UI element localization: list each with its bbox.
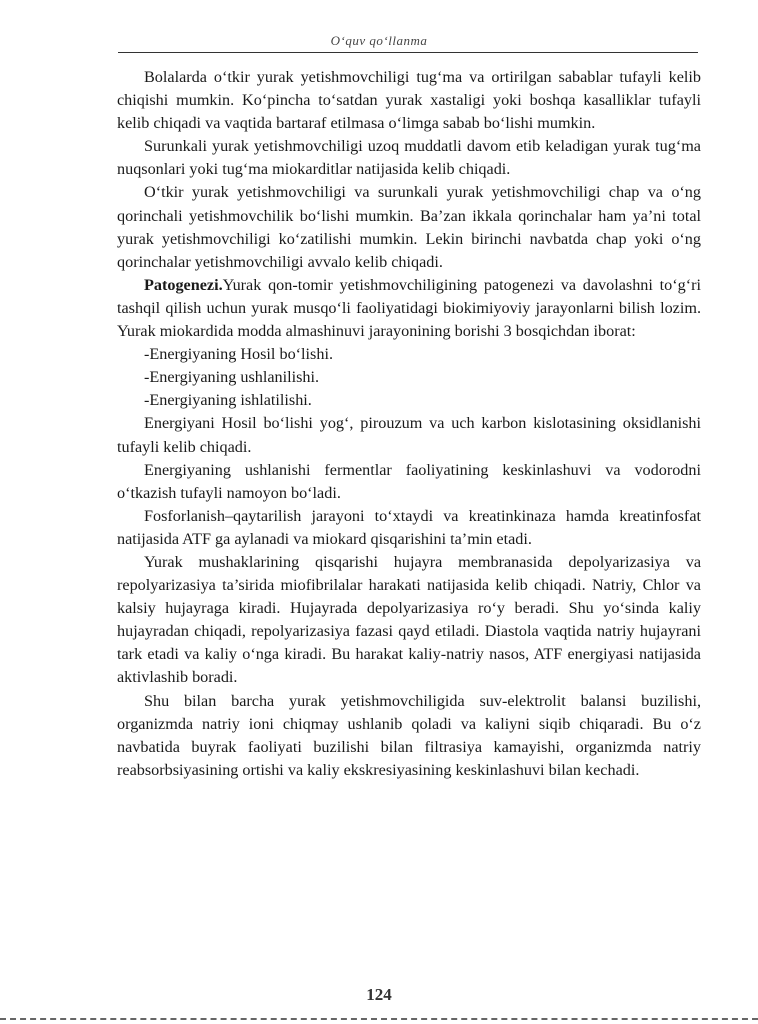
pathogenesis-paragraph: [117, 274, 701, 343]
header-rule: [118, 52, 698, 53]
page-body: [117, 66, 701, 782]
paragraph: Energiyaning ushlanishi fermentlar faoliyatining keskinlashuvi va vodorodni o‘tkazish tufayli namoyon bo‘ladi.: [117, 460, 701, 502]
page-number: 124: [366, 985, 392, 1004]
paragraph: Energiyani Hosil bo‘lishi yog‘, pirouzum va uch karbon kislotasining oksidlanishi tufayli kelib chiqadi.: [117, 414, 701, 456]
paragraph: Bolalarda o‘tkir yurak yetishmovchiligi tug‘ma va ortirilgan sabablar tufayli kelib chiqishi mumkin. Ko‘pincha to‘satdan yurak xastaligi yoki boshqa kasalliklar tufayli kelib chiqadi va vaqtida bartaraf etilmasa o‘limga sabab bo‘lishi mumkin.: [117, 68, 701, 133]
paragraph: Surunkali yurak yetishmovchiligi uzoq muddatli davom etib keladigan yurak tug‘ma nuqsonlari yoki tug‘ma miokarditlar natijasida kelib chiqadi.: [117, 137, 701, 179]
paragraph: Fosforlanish–qaytarilish jarayoni to‘xtaydi va kreatinkinaza hamda kreatinfosfat natijasida ATF ga aylanadi va miokard qisqarishini ta’min etadi.: [117, 506, 701, 548]
paragraph: Yurak mushaklarining qisqarishi hujayra membranasida depolyarizasiya va repolyarizasiya ta’sirida miofibrilalar harakati natijasida kelib chiqadi. Natriy, Chlor va kalsiy hujayraga kiradi. Hujayrada depolyarizasiya ro‘y beradi. Shu yo‘sinda kaliy hujayradan chiqadi, repolyarizasiya fazasi qayd etiladi. Diastola vaqtida natriy hujayrani tark etadi va kaliy o‘nga kiradi. Bu harakat kaliy-natriy nasos, ATF energiyasi natijasida aktivlashib boradi.: [117, 552, 701, 687]
running-header: O‘quv qo‘llanma: [330, 33, 428, 48]
list-item: -Energiyaning ishlatilishi.: [144, 391, 312, 410]
list-item: -Energiyaning ushlanilishi.: [144, 368, 320, 387]
pathogenesis-text: Yurak qon-tomir yetishmovchiligining patogenezi va davolashni to‘g‘ri tashqil qilish uchun yurak musqo‘li faoliyatidagi biokimiyoviy jarayonlarni bilish lozim. Yurak miokardida modda almashinuvi jarayonining borishi 3 bosqichdan iborat:: [117, 275, 701, 341]
paragraph: Shu bilan barcha yurak yetishmovchiligida suv-elektrolit balansi buzilishi, organizmda natriy ioni chiqmay ushlanib qoladi va kaliyni siqib chiqaradi. Bu o‘z navbatida buyrak faoliyati buzilishi bilan filtrasiya kamayishi, organizmda natriy reabsorbsiyasining ortishi va kaliy ekskresiyasining keskinlashuvi bilan kechadi.: [117, 691, 701, 779]
pathogenesis-heading: Patogenezi.: [144, 275, 223, 294]
paragraph: O‘tkir yurak yetishmovchiligi va surunkali yurak yetishmovchiligi chap va o‘ng qorinchali yetishmovchilik bo‘lishi mumkin. Ba’zan ikkala qorinchalar ham ya’ni total yurak yetishmovchiligi ko‘zatilishi mumkin. Lekin birinchi navbatda chap yoki o‘ng qorinchalar yetishmovchiligi avvalo kelib chiqadi.: [117, 183, 701, 271]
footer-rule: [0, 1018, 758, 1020]
list-item: -Energiyaning Hosil bo‘lishi.: [144, 345, 333, 364]
